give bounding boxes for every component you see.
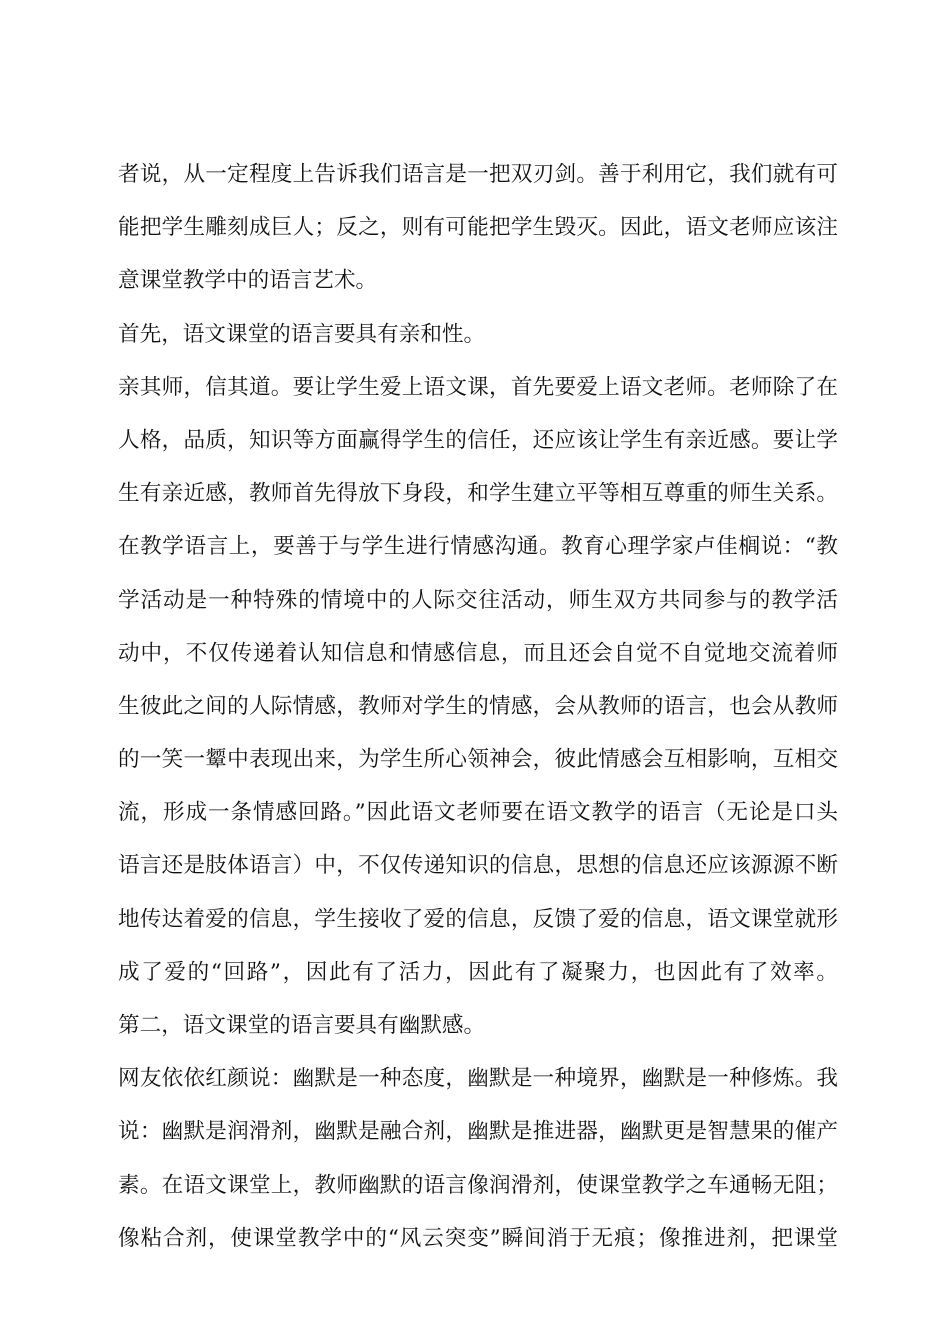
- text-line-13: 流，形成一条情感回路。”因此语文老师要在语文教学的语言（无论是口头: [118, 800, 838, 826]
- text-line-20: 素。在语文课堂上，教师幽默的语言像润滑剂，使课堂教学之车通畅无阻；: [118, 1172, 838, 1198]
- text-line-18: 网友依依红颜说：幽默是一种态度，幽默是一种境界，幽默是一种修炼。我: [118, 1066, 838, 1092]
- body-text: [118, 148, 838, 1265]
- text-line-7: 生有亲近感，教师首先得放下身段，和学生建立平等相互尊重的师生关系。: [118, 481, 838, 507]
- text-line-11: 生彼此之间的人际情感，教师对学生的情感，会从教师的语言，也会从教师: [118, 693, 838, 719]
- text-line-10: 动中，不仅传递着认知信息和情感信息，而且还会自觉不自觉地交流着师: [118, 640, 838, 666]
- text-line-9: 学活动是一种特殊的情境中的人际交往活动，师生双方共同参与的教学活: [118, 587, 838, 613]
- text-line-5: 亲其师，信其道。要让学生爱上语文课，首先要爱上语文老师。老师除了在: [118, 374, 838, 400]
- section-heading-1: 首先，语文课堂的语言要具有亲和性。: [118, 321, 486, 347]
- text-line-1: 者说，从一定程度上告诉我们语言是一把双刃剑。善于利用它，我们就有可: [118, 162, 838, 187]
- text-line-8: 在教学语言上，要善于与学生进行情感沟通。教育心理学家卢佳榈说：“教: [118, 534, 838, 560]
- text-line-21: 像粘合剂，使课堂教学中的“风云突变”瞬间消于无痕；像推进剂，把课堂: [118, 1225, 838, 1251]
- section-heading-2: 第二，语文课堂的语言要具有幽默感。: [118, 1013, 486, 1038]
- text-line-3: 意课堂教学中的语言艺术。: [118, 268, 378, 294]
- text-line-15: 地传达着爱的信息，学生接收了爱的信息，反馈了爱的信息，语文课堂就形: [118, 906, 838, 932]
- text-line-2: 能把学生雕刻成巨人；反之，则有可能把学生毁灭。因此，语文老师应该注: [118, 215, 838, 241]
- text-line-16: 成了爱的“回路”，因此有了活力，因此有了凝聚力，也因此有了效率。: [118, 959, 838, 985]
- text-line-14: 语言还是肢体语言）中，不仅传递知识的信息，思想的信息还应该源源不断: [118, 853, 838, 879]
- text-line-6: 人格，品质，知识等方面赢得学生的信任，还应该让学生有亲近感。要让学: [118, 427, 838, 453]
- text-line-12: 的一笑一颦中表现出来，为学生所心领神会，彼此情感会互相影响，互相交: [118, 747, 838, 773]
- text-line-19: 说：幽默是润滑剂，幽默是融合剂，幽默是推进器，幽默更是智慧果的催产: [118, 1119, 838, 1145]
